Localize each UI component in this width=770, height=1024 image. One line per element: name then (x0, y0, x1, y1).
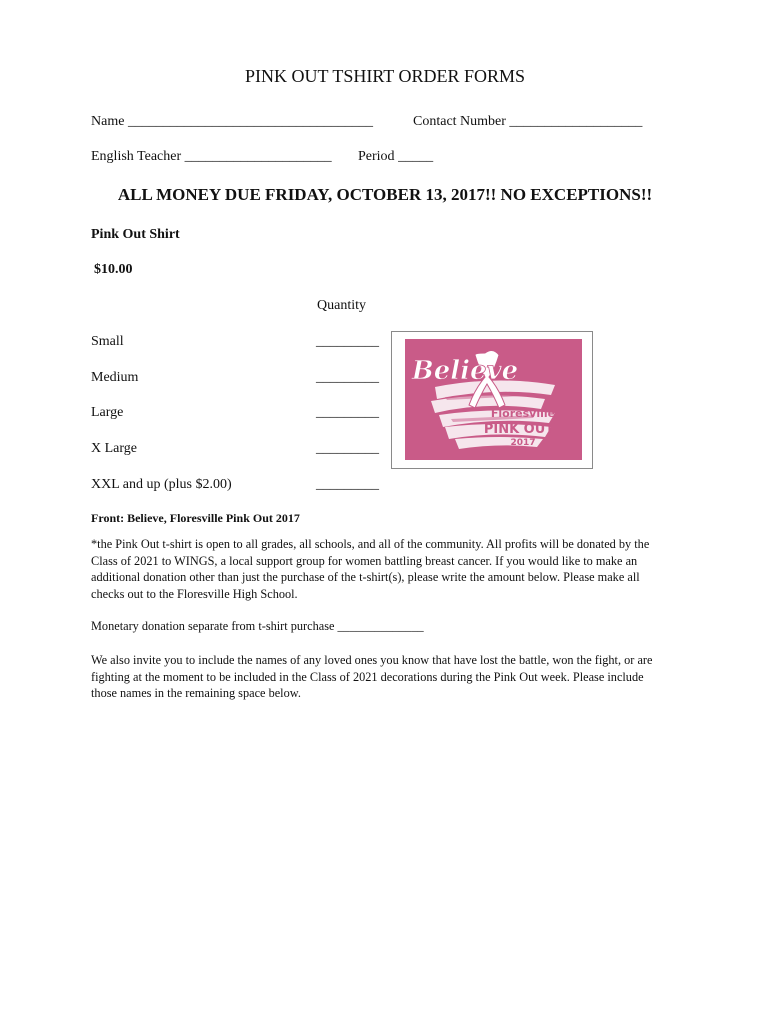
info-paragraph: *the Pink Out t-shirt is open to all grades, all schools, and all of the community. All profits will be donated by the Class of 2021 to WINGS, a local support group for women battling breast cancer. If you would like to make an additional donation other than just the purchase of the t-shirt(s), please write the amount below. Please make all checks out to the Floresville High School. (91, 537, 650, 601)
size-label-xxl: XXL and up (plus $2.00) (91, 477, 232, 492)
quantity-blank-small[interactable]: _________ (316, 334, 379, 349)
logo-text-pink-out: PINK OUT (483, 422, 555, 437)
name-blank[interactable]: ___________________________________ (127, 114, 373, 129)
quantity-blank-xxl[interactable]: _________ (316, 477, 379, 492)
english-teacher-blank[interactable]: _____________________ (184, 149, 332, 164)
contact-number-label: Contact Number (413, 114, 506, 129)
contact-number-blank[interactable]: ___________________ (509, 114, 643, 129)
name-label: Name (91, 114, 125, 129)
english-teacher-field[interactable] (91, 149, 332, 165)
logo-text-floresville: Floresville (490, 407, 556, 420)
size-label-x-large: X Large (91, 441, 137, 456)
product-price: $10.00 (94, 262, 133, 277)
name-field[interactable] (91, 114, 373, 130)
period-field[interactable] (358, 149, 433, 165)
loved-ones-paragraph: We also invite you to include the names of any loved ones you know that have lost the battle, won the fight, or are fighting at the moment to be included in the Class of 2021 decorations during the Pink Out week. Please include those names in the remaining space below. (91, 653, 653, 700)
quantity-blank-x-large[interactable]: _________ (316, 441, 379, 456)
logo-background (405, 339, 582, 460)
size-label-medium: Medium (91, 370, 139, 385)
money-due-notice: ALL MONEY DUE FRIDAY, OCTOBER 13, 2017!! NO EXCEPTIONS!! (117, 185, 653, 204)
shirt-logo-image (391, 331, 593, 469)
logo-artwork (405, 339, 582, 460)
size-label-small: Small (91, 334, 124, 349)
contact-number-field[interactable] (413, 114, 642, 130)
page-title: PINK OUT TSHIRT ORDER FORMS (245, 66, 525, 86)
quantity-header: Quantity (317, 298, 366, 313)
period-label: Period (358, 149, 395, 164)
front-caption: Front: Believe, Floresville Pink Out 2017 (91, 511, 300, 525)
size-label-large: Large (91, 405, 124, 420)
donation-line[interactable]: Monetary donation separate from t-shirt purchase ______________ (91, 619, 424, 633)
quantity-blank-large[interactable]: _________ (316, 405, 379, 420)
logo-text-year: 2017 (510, 438, 536, 448)
quantity-blank-medium[interactable]: _________ (316, 370, 379, 385)
product-name: Pink Out Shirt (91, 227, 180, 242)
period-blank[interactable]: _____ (398, 149, 434, 164)
english-teacher-label: English Teacher (91, 149, 182, 164)
logo-text-believe: Believe (411, 356, 519, 386)
